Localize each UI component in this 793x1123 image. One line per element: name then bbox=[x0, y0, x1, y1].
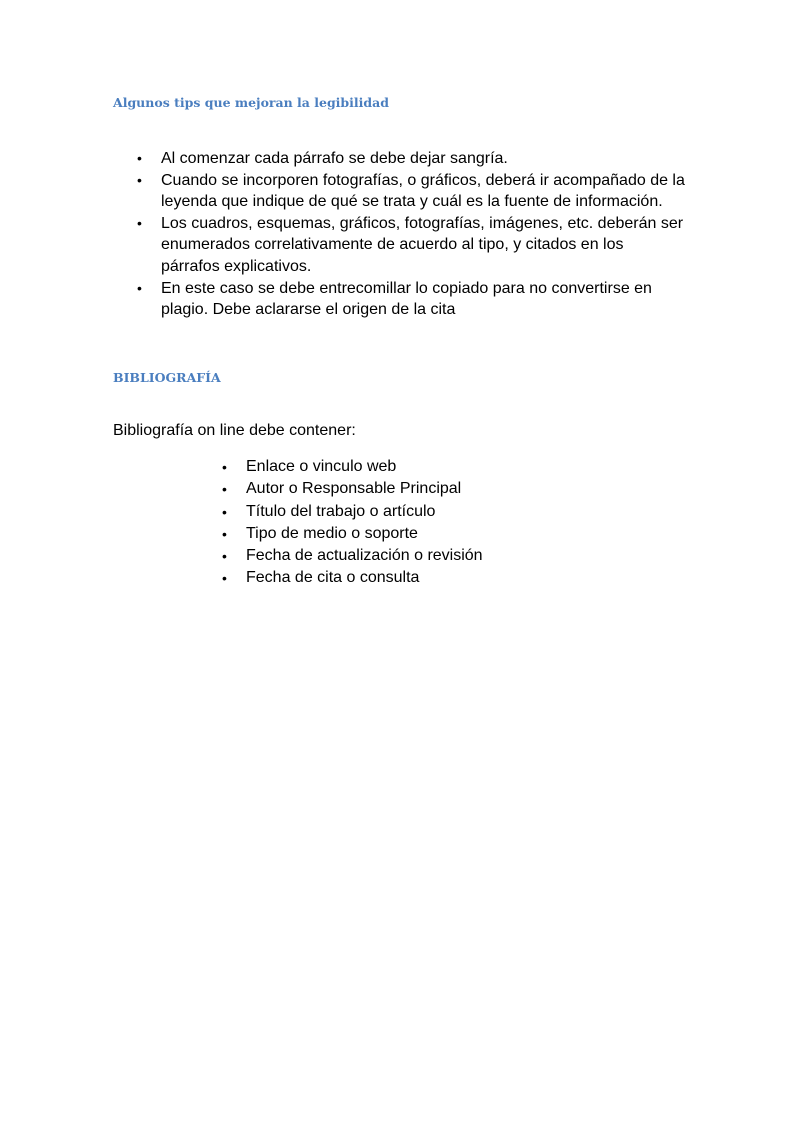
list-item: • Al comenzar cada párrafo se debe dejar sangría. bbox=[161, 148, 686, 170]
bullet-icon: • bbox=[137, 150, 142, 166]
tips-list bbox=[137, 148, 686, 321]
bullet-icon: • bbox=[137, 171, 142, 188]
bullet-icon: • bbox=[222, 548, 227, 565]
bullet-icon: • bbox=[137, 279, 142, 296]
list-item: • Fecha de cita o consulta bbox=[246, 567, 646, 589]
bibliography-list bbox=[222, 456, 646, 590]
list-item: • Título del trabajo o artículo bbox=[246, 501, 646, 523]
bullet-icon: • bbox=[222, 570, 227, 587]
list-item: • Tipo de medio o soporte bbox=[246, 523, 646, 545]
section-heading-bibliografia: BIBLIOGRAFÍA bbox=[113, 370, 221, 385]
bibliography-intro: Bibliografía on line debe contener: bbox=[113, 422, 356, 439]
bullet-icon: • bbox=[222, 503, 227, 520]
bullet-icon: • bbox=[222, 525, 227, 542]
list-item: • En este caso se debe entrecomillar lo copiado para no convertirse en plagio. Debe aclararse el origen de la cita bbox=[137, 279, 652, 319]
list-item: • Cuando se incorporen fotografías, o gráficos, deberá ir acompañado de la leyenda que indique de qué se trata y cuál es la fuente de información. bbox=[137, 171, 685, 211]
bullet-icon: • bbox=[222, 459, 227, 475]
bullet-icon: • bbox=[222, 481, 227, 498]
list-item: • Los cuadros, esquemas, gráficos, fotografías, imágenes, etc. deberán ser enumerados correlativamente de acuerdo al tipo, y citados en los párrafos explicativos. bbox=[137, 214, 684, 275]
list-item: • Autor o Responsable Principal bbox=[246, 478, 646, 500]
list-item: • Fecha de actualización o revisión bbox=[246, 545, 646, 567]
section-heading-tips: Algunos tips que mejoran la legibilidad bbox=[113, 95, 389, 110]
list-item: • Enlace o vinculo web bbox=[246, 456, 646, 478]
bullet-icon: • bbox=[137, 214, 142, 231]
